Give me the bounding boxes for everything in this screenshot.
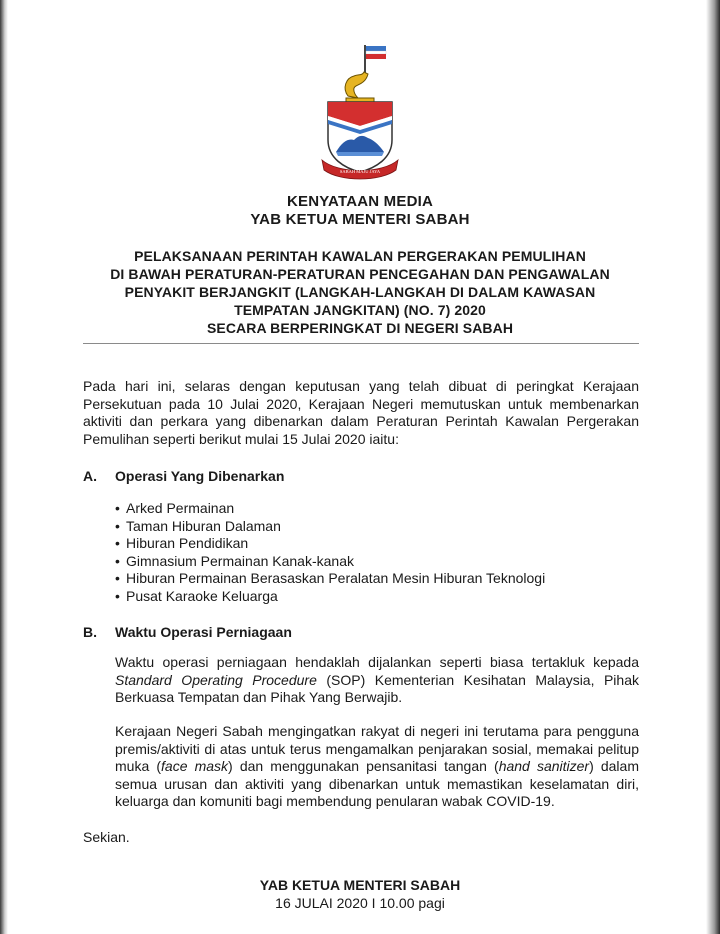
- title-block: [0, 193, 720, 229]
- list-item: • Pusat Karaoke Keluarga: [115, 587, 278, 604]
- subject-line-3: PENYAKIT BERJANGKIT (LANGKAH-LANGKAH DI DALAM KAWASAN: [124, 284, 596, 300]
- date-time: 16 JULAI 2020 I 10.00 pagi: [275, 895, 445, 911]
- section-a-title: Operasi Yang Dibenarkan: [115, 468, 285, 484]
- list-item: • Taman Hiburan Dalaman: [115, 517, 281, 534]
- title-line-1: KENYATAAN MEDIA: [286, 193, 434, 210]
- list-item: • Hiburan Pendidikan: [115, 535, 249, 551]
- business-hours-paragraph: Waktu operasi perniagaan hendaklah dijalankan seperti biasa tertakluk kepada Standard Operating Procedure (SOP) Kementerian Kesihatan Malaysia, Pihak Berkuasa Tempatan dan Pihak Yang Berwajib.: [115, 654, 639, 705]
- permitted-operations-list: [115, 500, 545, 605]
- subject-line-1: PELAKSANAAN PERINTAH KAWALAN PERGERAKAN PEMULIHAN: [134, 248, 586, 264]
- section-a-heading: [83, 468, 284, 484]
- list-item: • Arked Permainan: [115, 500, 235, 516]
- subject-block: [0, 247, 720, 337]
- list-item: • Gimnasium Permainan Kanak-kanak: [115, 552, 354, 569]
- signatory: YAB KETUA MENTERI SABAH: [259, 877, 461, 893]
- section-b-title: Waktu Operasi Perniagaan: [115, 624, 292, 640]
- section-b-heading: [83, 624, 292, 640]
- subject-line-2: DI BAWAH PERATURAN-PERATURAN PENCEGAHAN DAN PENGAWALAN: [110, 266, 610, 282]
- subject-line-5: SECARA BERPERINGKAT DI NEGERI SABAH: [206, 320, 514, 336]
- closing-text: Sekian.: [83, 829, 130, 845]
- title-line-2: YAB KETUA MENTERI SABAH: [250, 211, 470, 228]
- reminder-paragraph: Kerajaan Negeri Sabah mengingatkan rakyat di negeri ini terutama para pengguna premis/aktiviti di atas untuk terus mengamalkan penjarakan sosial, memakai pelitup muka (face mask) dan menggunakan pensanitasi tangan (hand sanitizer) dalam semua urusan dan aktiviti yang dibenarkan untuk memastikan keselamatan diri, keluarga dan komuniti bagi membendung penularan wabak COVID-19.: [115, 723, 639, 809]
- crest-motto-text: SABAH MAJU JAYA: [339, 169, 381, 174]
- section-b-letter: B.: [83, 624, 97, 640]
- header-divider: [83, 343, 639, 344]
- intro-paragraph: Pada hari ini, selaras dengan keputusan yang telah dibuat di peringkat Kerajaan Persekutuan pada 10 Julai 2020, Kerajaan Negeri memutuskan untuk membenarkan aktiviti dan perkara yang dibenarkan dalam Peraturan Perintah Kawalan Pergerakan Pemulihan seperti berikut mulai 15 Julai 2020 iaitu:: [83, 378, 639, 447]
- section-a-letter: A.: [83, 468, 97, 484]
- sabah-crest-icon: [318, 42, 402, 180]
- list-item: • Hiburan Permainan Berasaskan Peralatan Mesin Hiburan Teknologi: [115, 570, 546, 586]
- subject-line-4: TEMPATAN JANGKITAN) (NO. 7) 2020: [234, 302, 486, 318]
